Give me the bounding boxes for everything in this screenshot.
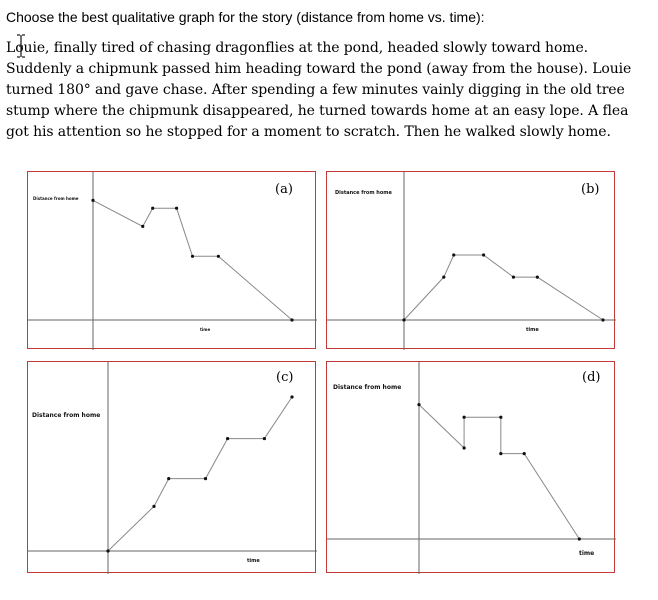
data-point — [91, 199, 94, 202]
data-point — [226, 437, 229, 440]
story-paragraph — [6, 38, 651, 143]
data-point — [402, 318, 405, 321]
graph-svg-c — [28, 362, 317, 574]
data-point — [191, 255, 194, 258]
graph-segment — [524, 454, 579, 539]
data-point — [290, 395, 293, 398]
data-point — [578, 537, 581, 540]
data-point — [482, 253, 485, 256]
story-name: Louie — [6, 40, 46, 56]
data-point — [499, 416, 502, 419]
x-axis-label: time — [247, 558, 260, 564]
graph-label: (b) — [581, 182, 600, 197]
graph-label: (c) — [276, 370, 294, 385]
data-point — [217, 255, 220, 258]
y-axis-label: Distance from home — [32, 412, 101, 419]
data-point — [141, 225, 144, 228]
graph-segment — [93, 200, 143, 226]
data-point — [167, 477, 170, 480]
graph-segment — [484, 255, 514, 277]
graph-svg-b — [327, 172, 616, 350]
y-axis-label: Distance from home — [333, 384, 402, 391]
graph-svg-d — [327, 362, 616, 574]
graph-segment — [177, 208, 193, 256]
data-point — [452, 253, 455, 256]
data-point — [462, 446, 465, 449]
graph-segment — [206, 439, 228, 479]
data-point — [417, 403, 420, 406]
data-point — [263, 437, 266, 440]
text-cursor-icon — [14, 34, 28, 58]
data-point — [512, 276, 515, 279]
data-point — [175, 207, 178, 210]
graph-label: (d) — [582, 370, 601, 385]
data-point — [499, 452, 502, 455]
data-point — [290, 318, 293, 321]
x-axis-label: time — [200, 327, 211, 332]
graph-segment — [419, 405, 464, 448]
data-point — [151, 207, 154, 210]
y-axis-label: Distance from home — [335, 190, 392, 196]
graph-label: (a) — [275, 182, 293, 197]
x-axis-label: time — [579, 550, 595, 557]
graph-segment — [143, 208, 153, 226]
graph-panel-d[interactable] — [326, 361, 615, 573]
graph-panel-b[interactable] — [326, 171, 615, 349]
data-point — [442, 276, 445, 279]
question-text: Choose the best qualitative graph for the story (distance from home vs. time): — [6, 9, 485, 25]
graph-segment — [264, 397, 292, 439]
data-point — [462, 416, 465, 419]
graph-segment — [404, 277, 444, 320]
graph-panel-a[interactable] — [27, 171, 316, 349]
story-text: , finally tired of chasing dragonflies at the pond, headed slowly toward home. Suddenly a chipmunk passed him heading toward the pond (away from the house). Louie turned 180° and gave chase. After spending a few minutes vainly digging in the old tree stump where the chipmunk disappeared, he turned towards home at an easy lope. A flea got his attention so he stopped for a moment to scratch. Then he walked slowly home. — [6, 40, 632, 140]
graph-segment — [537, 277, 603, 320]
x-axis-label: time — [526, 327, 539, 333]
data-point — [601, 318, 604, 321]
data-point — [152, 505, 155, 508]
data-point — [106, 549, 109, 552]
data-point — [523, 452, 526, 455]
y-axis-label: Distance from home — [33, 196, 79, 201]
graph-segment — [444, 255, 454, 277]
graph-segment — [154, 479, 169, 507]
graph-panel-c[interactable] — [27, 361, 316, 573]
data-point — [536, 276, 539, 279]
graph-segment — [218, 256, 292, 320]
graph-segment — [108, 506, 154, 551]
data-point — [204, 477, 207, 480]
